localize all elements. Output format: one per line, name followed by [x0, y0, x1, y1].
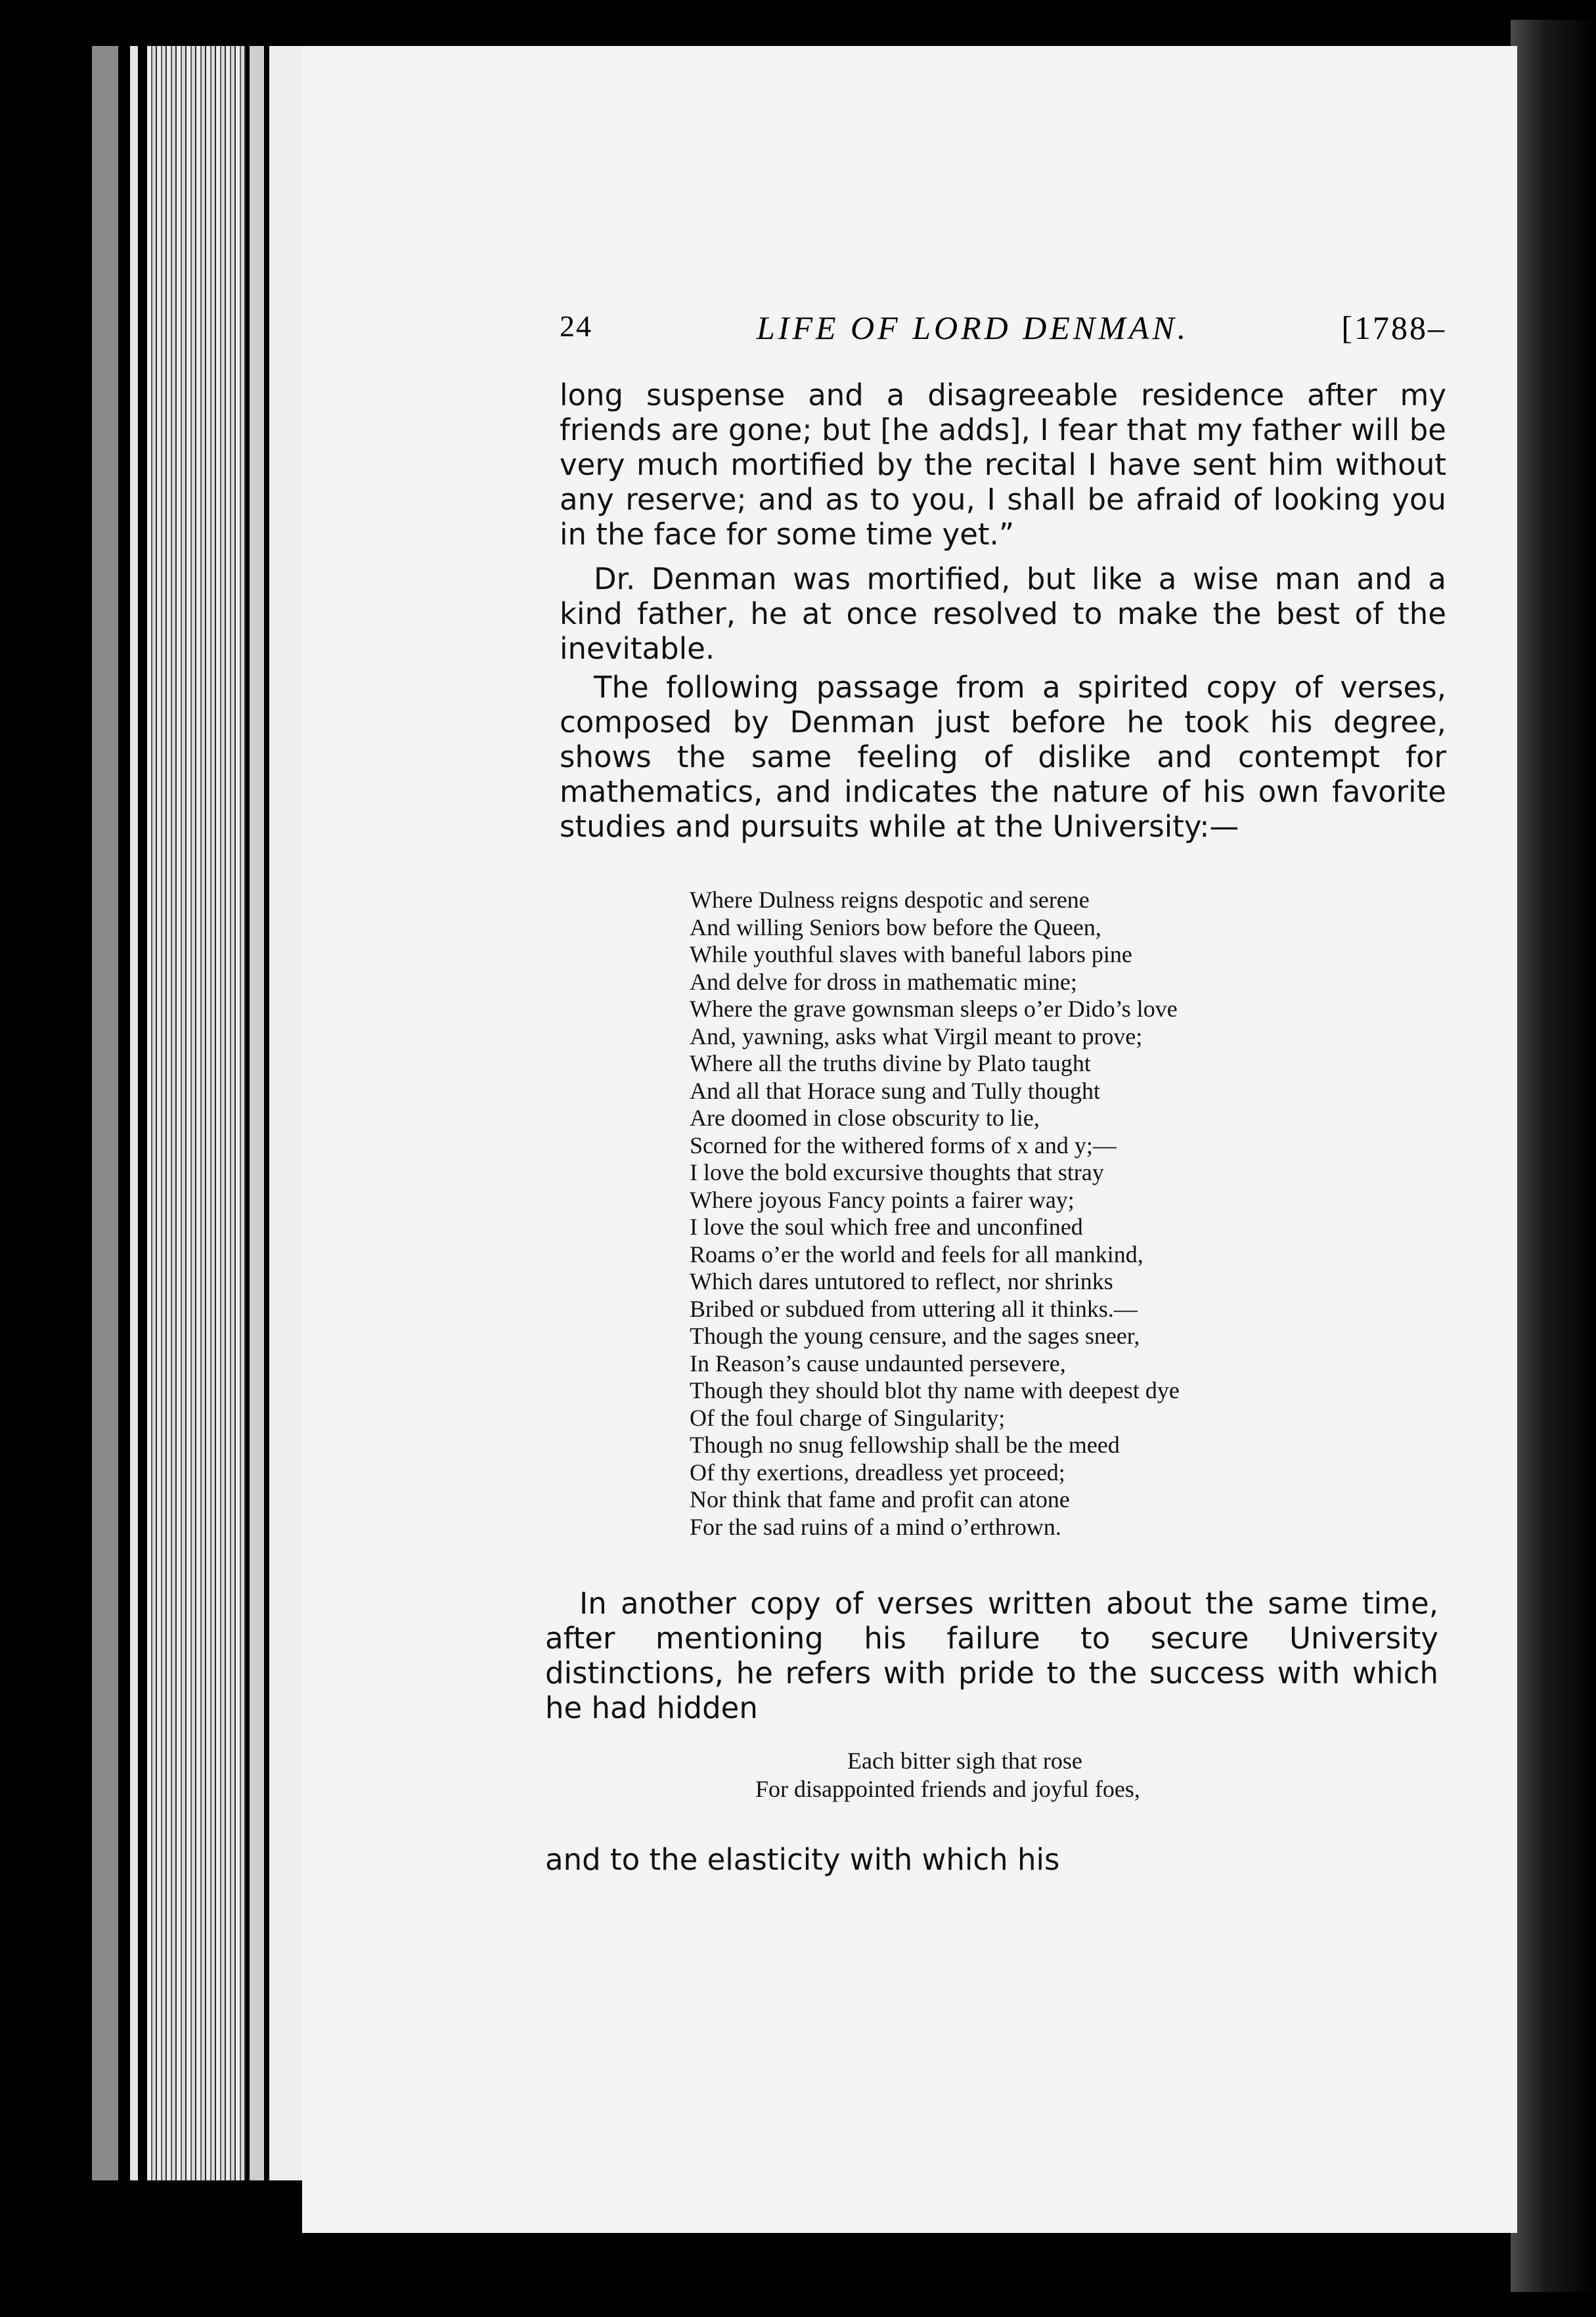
- paragraph-text: The following passage from a spirited copy of verses, composed by Denman just before he took his degree, shows the same feeling of dislike and contempt for mathematics, and indicates the nature of his own favorite studies and pursuits while at the University:—: [560, 670, 1446, 844]
- page-header: [560, 309, 1446, 355]
- page-edge: [250, 46, 264, 2180]
- verse-line: For disappointed friends and joyful foes,: [755, 1776, 1140, 1802]
- verse-line: Though they should blot thy name with deepest dye: [690, 1377, 1180, 1403]
- verse-line: Though no snug fellowship shall be the meed: [690, 1432, 1120, 1458]
- verse-line: Which dares untutored to reflect, nor shrinks: [690, 1268, 1113, 1294]
- verse-line: Nor think that fame and profit can atone: [690, 1486, 1070, 1512]
- verse-line: Where all the truths divine by Plato taught: [690, 1050, 1091, 1076]
- paragraph: [560, 378, 1446, 552]
- page-edge: [130, 46, 138, 2180]
- paragraph-text: long suspense and a disagreeable residence after my friends are gone; but [he adds], I fear that my father will be very much mortified by the recital I have sent him without any reserve; and as to you, I shall be afraid of looking you in the face for some time yet.”: [560, 378, 1446, 552]
- verse-line: And delve for dross in mathematic mine;: [690, 968, 1077, 995]
- book-edge-shadow: [1511, 20, 1596, 2292]
- page-edges: [92, 46, 315, 2180]
- verse-line: Where Dulness reigns despotic and serene: [690, 887, 1090, 913]
- verse-line: I love the bold excursive thoughts that stray: [690, 1159, 1104, 1185]
- verse-line: Roams o’er the world and feels for all mankind,: [690, 1241, 1143, 1268]
- page-number: 24: [560, 309, 592, 343]
- verse-line: Of the foul charge of Singularity;: [690, 1404, 1006, 1431]
- paragraph-text: In another copy of verses written about the same time, after mentioning his failure to secure University distinctions, he refers with pride to the success with which he had hidden: [545, 1586, 1438, 1725]
- verse-quotation: [690, 887, 1281, 1541]
- paragraph-text: and to the elasticity with which his: [545, 1842, 1060, 1877]
- paragraph: [560, 670, 1446, 844]
- verse-quotation: [755, 1747, 1346, 1803]
- verse-line: And willing Seniors bow before the Queen,: [690, 914, 1101, 940]
- verse-line: For the sad ruins of a mind o’erthrown.: [690, 1513, 1061, 1540]
- paragraph: [545, 1842, 1438, 1877]
- verse-line: Where the grave gownsman sleeps o’er Dido’s love: [690, 996, 1178, 1022]
- running-title: LIFE OF LORD DENMAN.: [757, 309, 1189, 346]
- verse-line: In Reason’s cause undaunted persevere,: [690, 1350, 1066, 1377]
- year-range: [1788–: [1341, 309, 1446, 346]
- verse-line: And all that Horace sung and Tully thought: [690, 1077, 1100, 1104]
- verse-line: While youthful slaves with baneful labors pine: [690, 941, 1132, 967]
- verse-line: Where joyous Fancy points a fairer way;: [690, 1186, 1075, 1213]
- verse-line: Though the young censure, and the sages sneer,: [690, 1323, 1140, 1349]
- paragraph: [560, 562, 1446, 666]
- verse-line: Scorned for the withered forms of x and y;—: [690, 1132, 1117, 1158]
- paragraph: [545, 1586, 1438, 1725]
- verse-line: And, yawning, asks what Virgil meant to prove;: [690, 1023, 1143, 1049]
- verse-line: Bribed or subdued from uttering all it thinks.—: [690, 1295, 1138, 1322]
- verse-line: Each bitter sigh that rose: [847, 1748, 1082, 1774]
- page-edge-stack: [147, 46, 246, 2180]
- paragraph-text: Dr. Denman was mortified, but like a wise man and a kind father, he at once resolved to make the best of the inevitable.: [560, 562, 1446, 666]
- verse-line: I love the soul which free and unconfined: [690, 1214, 1083, 1240]
- verse-line: Are doomed in close obscurity to lie,: [690, 1105, 1040, 1131]
- page-edge: [92, 46, 118, 2180]
- verse-line: Of thy exertions, dreadless yet proceed;: [690, 1459, 1065, 1486]
